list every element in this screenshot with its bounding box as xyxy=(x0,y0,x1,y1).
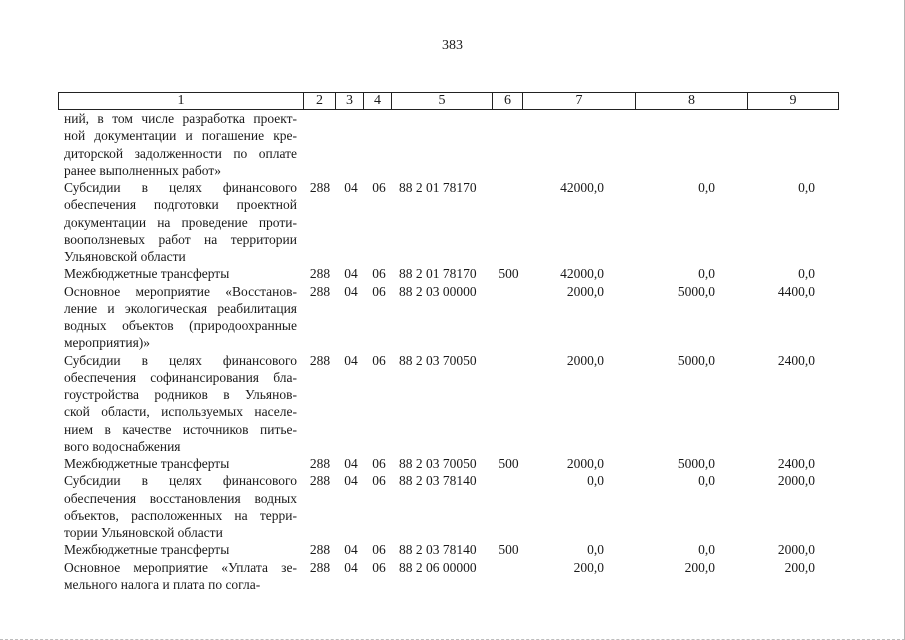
cell-code-3: 04 xyxy=(344,266,358,282)
description-line: Основное мероприятие «Уплата зе- xyxy=(64,559,297,575)
cell-code-3: 04 xyxy=(344,352,358,368)
table-row xyxy=(0,110,905,179)
description-line: обеспечения софинансирования бла- xyxy=(64,369,297,385)
description-line: водных объектов (природоохранные xyxy=(64,318,297,333)
description-line: мероприятия)» xyxy=(64,335,151,351)
header-cell: 1 xyxy=(177,93,185,108)
row-description xyxy=(64,179,297,265)
header-cell: 4 xyxy=(363,93,391,109)
table-row xyxy=(0,352,905,456)
cell-amount-7: 0,0 xyxy=(587,542,604,558)
cell-code-4: 06 xyxy=(372,542,386,558)
description-line: ний, в том числе разработка проект- xyxy=(64,111,297,126)
cell-amount-9: 4400,0 xyxy=(777,283,815,299)
cell-code-5: 88 2 03 78140 xyxy=(399,542,477,558)
description-line: Ульяновской области xyxy=(64,249,186,264)
header-cell: 6 xyxy=(492,93,522,109)
table-header xyxy=(58,92,839,110)
description-line: документации на проведение проти- xyxy=(64,214,297,230)
description-line: ной документации и погашение кре- xyxy=(64,128,297,144)
header-cell: 5 xyxy=(391,93,492,109)
cell-amount-8: 0,0 xyxy=(698,266,715,282)
cell-code-4: 06 xyxy=(372,266,386,282)
table-row xyxy=(0,455,905,472)
cell-amount-7: 42000,0 xyxy=(560,266,604,282)
row-description xyxy=(64,455,297,472)
cell-code-5: 88 2 03 00000 xyxy=(399,283,477,299)
cell-amount-7: 2000,0 xyxy=(566,283,604,299)
cell-amount-8: 200,0 xyxy=(684,559,715,575)
cell-code-5: 88 2 03 70050 xyxy=(399,352,477,368)
description-line: объектов, расположенных на терри- xyxy=(64,507,297,523)
description-line: диторской задолженности по оплате xyxy=(64,145,297,161)
description-line: Межбюджетные трансферты xyxy=(64,542,230,558)
cell-code-5: 88 2 01 78170 xyxy=(399,180,477,195)
cell-code-2: 288 xyxy=(309,456,331,471)
cell-code-4: 06 xyxy=(372,456,386,471)
cell-amount-9: 2400,0 xyxy=(777,456,815,471)
description-line: нием в качестве источников питье- xyxy=(64,421,297,437)
cell-amount-9: 2000,0 xyxy=(777,473,815,489)
cell-amount-8: 5000,0 xyxy=(677,283,715,299)
cell-code-3: 04 xyxy=(344,456,358,471)
header-cell: 7 xyxy=(522,93,635,109)
cell-code-6: 500 xyxy=(498,542,519,558)
description-line: ской области, используемых населе- xyxy=(64,404,297,420)
cell-amount-7: 200,0 xyxy=(573,559,604,575)
table-row xyxy=(0,265,905,282)
cell-amount-7: 0,0 xyxy=(587,473,604,489)
cell-amount-9: 2400,0 xyxy=(777,352,815,368)
row-description xyxy=(64,472,297,541)
description-line: тории Ульяновской области xyxy=(64,525,223,540)
description-line: Межбюджетные трансферты xyxy=(64,456,230,471)
description-line: Субсидии в целях финансового xyxy=(64,352,297,368)
cell-code-2: 288 xyxy=(309,266,331,282)
cell-code-4: 06 xyxy=(372,559,386,575)
table-row xyxy=(0,541,905,558)
header-cell: 9 xyxy=(747,93,838,109)
header-cell: 2 xyxy=(303,93,335,109)
cell-amount-9: 200,0 xyxy=(784,559,815,575)
cell-amount-8: 5000,0 xyxy=(677,456,715,471)
description-line: вооползневых работ на территории xyxy=(64,231,297,247)
cell-code-4: 06 xyxy=(372,473,386,489)
description-line: ление и экологическая реабилитация xyxy=(64,300,297,316)
description-line: Субсидии в целях финансового xyxy=(64,473,297,489)
cell-code-3: 04 xyxy=(344,542,358,558)
cell-code-3: 04 xyxy=(344,283,358,299)
cell-amount-8: 0,0 xyxy=(698,473,715,489)
cell-code-5: 88 2 03 70050 xyxy=(399,456,477,471)
cell-code-5: 88 2 01 78170 xyxy=(399,266,477,282)
cell-amount-7: 2000,0 xyxy=(566,352,604,368)
description-line: обеспечения подготовки проектной xyxy=(64,197,297,213)
cell-code-4: 06 xyxy=(372,352,386,368)
cell-code-5: 88 2 03 78140 xyxy=(399,473,477,489)
header-cell: 3 xyxy=(335,93,363,109)
cell-code-2: 288 xyxy=(309,180,331,195)
cell-amount-9: 0,0 xyxy=(798,266,815,282)
table-row xyxy=(0,179,905,265)
row-description xyxy=(64,265,297,282)
description-line: Межбюджетные трансферты xyxy=(64,266,230,282)
row-description xyxy=(64,352,297,456)
cell-amount-9: 0,0 xyxy=(798,180,815,195)
page-number: 383 xyxy=(442,38,463,53)
description-line: мельного налога и плата по согла- xyxy=(64,576,261,592)
cell-code-2: 288 xyxy=(309,352,331,368)
cell-amount-8: 0,0 xyxy=(698,542,715,558)
cell-amount-7: 42000,0 xyxy=(560,180,604,195)
row-description xyxy=(64,283,297,352)
table-row xyxy=(0,559,905,594)
description-line: ранее выполненных работ» xyxy=(64,162,221,178)
cell-amount-9: 2000,0 xyxy=(777,542,815,558)
cell-code-3: 04 xyxy=(344,180,358,195)
description-line: гоустройства родников в Ульянов- xyxy=(64,387,297,402)
cell-code-2: 288 xyxy=(309,559,331,575)
description-line: Основное мероприятие «Восстанов- xyxy=(64,283,297,299)
cell-code-2: 288 xyxy=(309,473,331,489)
cell-amount-8: 0,0 xyxy=(698,180,715,195)
cell-code-3: 04 xyxy=(344,473,358,489)
description-line: обеспечения восстановления водных xyxy=(64,490,297,506)
table-row xyxy=(0,283,905,352)
cell-code-2: 288 xyxy=(309,283,331,299)
cell-code-3: 04 xyxy=(344,559,358,575)
cell-code-6: 500 xyxy=(498,266,519,282)
table-row xyxy=(0,472,905,541)
cell-code-2: 288 xyxy=(309,542,331,558)
description-line: Субсидии в целях финансового xyxy=(64,180,297,195)
row-description xyxy=(64,559,297,594)
row-description xyxy=(64,541,297,558)
cell-code-6: 500 xyxy=(498,456,519,471)
cell-amount-8: 5000,0 xyxy=(677,352,715,368)
cell-code-4: 06 xyxy=(372,283,386,299)
description-line: вого водоснабжения xyxy=(64,438,181,454)
row-description xyxy=(64,110,297,179)
cell-amount-7: 2000,0 xyxy=(566,456,604,471)
header-cell: 8 xyxy=(635,93,747,109)
table-body xyxy=(0,110,905,593)
cell-code-4: 06 xyxy=(372,180,386,195)
cell-code-5: 88 2 06 00000 xyxy=(399,559,477,575)
